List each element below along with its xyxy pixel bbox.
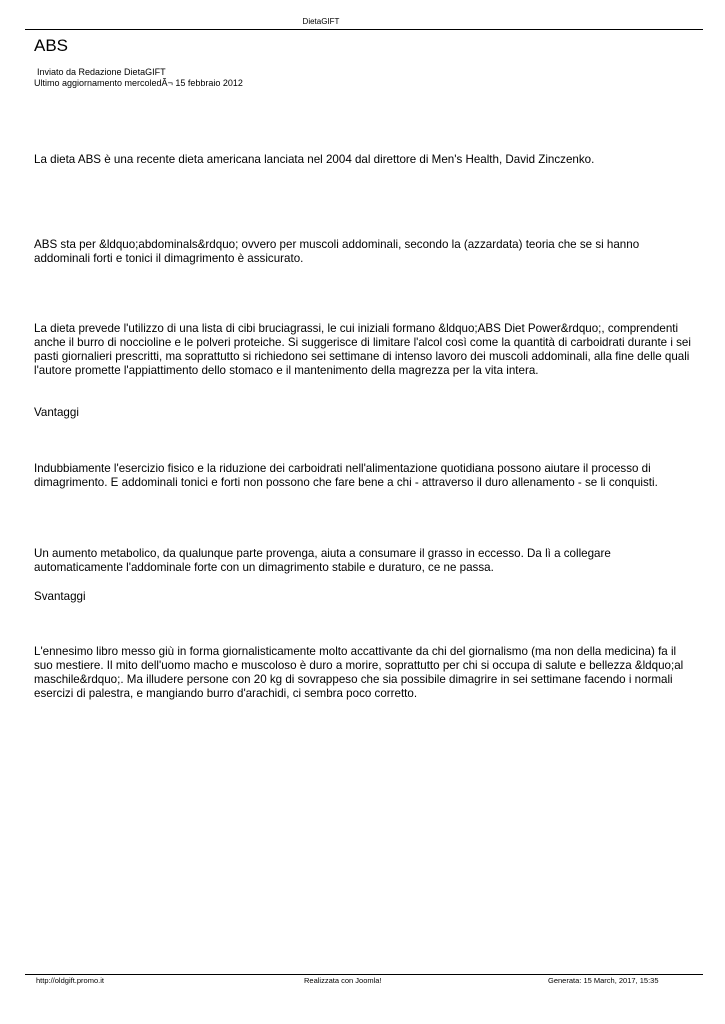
author-line: Inviato da Redazione DietaGIFT [37,67,166,77]
article-title: ABS [34,36,69,55]
paragraph-intro: La dieta ABS è una recente dieta americana lanciata nel 2004 dal direttore di Men's Health, David Zinczenko. [34,153,595,166]
article-meta [34,67,243,89]
paragraph-abs-meaning: ABS sta per &ldquo;abdominals&rdquo; ovvero per muscoli addominali, secondo la (azzardata) teoria che se si hanno addominali forti e tonici il dimagrimento è assicurato. [34,238,640,265]
updated-line: Ultimo aggiornamento mercoledÃ¬ 15 febbraio 2012 [34,78,243,88]
footer-generated-date: Generata: 15 March, 2017, 15:35 [548,976,659,985]
site-name-header: DietaGIFT [302,17,340,26]
header-divider [25,29,703,30]
paragraph-diet-details: La dieta prevede l'utilizzo di una lista di cibi bruciagrassi, le cui iniziali formano &ldquo;ABS Diet Power&rdquo;, comprendenti anche il burro di noccioline e le polveri proteiche. Si suggerisce di limitare l'alcol così come la quantità di carboidrati durante i sei pasti giornalieri prescritti, ma soprattutto si richiedono sei settimane di intenso lavoro dei muscoli addominali, alla fine delle quali l'autore promette l'appiattimento dello stomaco e il mantenimento della magrezza per la vita intera. [34,322,691,377]
paragraph-disadvantages: L'ennesimo libro messo giù in forma giornalisticamente molto accattivante da chi del giornalismo (ma non della medicina) fa il suo mestiere. Il mito dell'uomo macho e muscoloso è duro a morire, soprattutto per chi si occupa di salute e bellezza &ldquo;al maschile&rdquo;. Ma illudere persone con 20 kg di sovrappeso che sia possibile dimagrire in sei settimane facendo i normali esercizi di palestra, e mangiando burro d'arachidi, ci sembra poco corretto. [34,645,684,700]
paragraph-metabolism: Un aumento metabolico, da qualunque parte provenga, aiuta a consumare il grasso in eccesso. Da lì a collegare automaticamente l'addominale forte con un dimagrimento stabile e duraturo, ce ne passa. [34,547,611,574]
heading-vantaggi: Vantaggi [34,406,79,419]
footer-url-link[interactable]: http://oldgift.promo.it [36,976,104,985]
paragraph-advantages: Indubbiamente l'esercizio fisico e la riduzione dei carboidrati nell'alimentazione quotidiana possono aiutare il processo di dimagrimento. E addominali tonici e forti non possono che fare bene a chi - attraverso il duro allenamento - se li conquisti. [34,462,658,489]
footer-cms-credit: Realizzata con Joomla! [304,976,382,985]
footer-divider [25,974,703,975]
heading-svantaggi: Svantaggi [34,590,86,603]
